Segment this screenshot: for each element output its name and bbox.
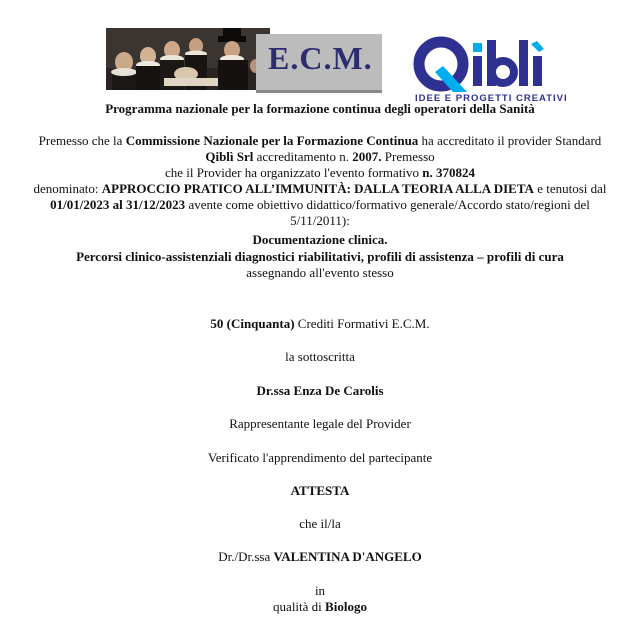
event-number: n. 370824 bbox=[422, 165, 476, 180]
credits-label: Crediti Formativi E.C.M. bbox=[294, 316, 430, 331]
verification-text: Verificato l'apprendimento del partecipante bbox=[207, 450, 433, 465]
premessa-text: Premesso bbox=[381, 149, 435, 164]
premessa-line-6: 5/11/2011): bbox=[290, 213, 350, 228]
participant-intro: che il/la bbox=[299, 516, 341, 531]
participant-name: VALENTINA D'ANGELO bbox=[273, 549, 422, 564]
qibli-tagline: IDEE E PROGETTI CREATIVI bbox=[415, 93, 568, 104]
ecm-logo-text: E.C.M. bbox=[268, 40, 373, 76]
premessa-text: denominato: bbox=[33, 181, 102, 196]
premessa-line-5 bbox=[0, 197, 640, 213]
participant-quality-line bbox=[0, 599, 640, 615]
premessa-text: e tenutosi dal bbox=[533, 181, 607, 196]
ecm-painting-icon bbox=[106, 28, 270, 90]
event-title: APPROCCIO PRATICO ALL’IMMUNITÀ: DALLA TEORIA ALLA DIETA bbox=[101, 181, 534, 196]
objective-detail: Percorsi clinico-assistenziali diagnostici riabilitativi, profili di assistenza – profili di cura bbox=[76, 249, 564, 264]
premessa-line-1 bbox=[0, 133, 640, 149]
premessa-line-3 bbox=[0, 165, 640, 181]
provider-name: Qiblì Srl bbox=[205, 149, 254, 164]
premessa-line-4 bbox=[0, 181, 640, 197]
premessa-text: accreditamento n. bbox=[253, 149, 353, 164]
credits-count: 50 (Cinquanta) bbox=[210, 316, 295, 331]
event-dates: 01/01/2023 al 31/12/2023 bbox=[50, 197, 186, 212]
attests-heading: ATTESTA bbox=[290, 483, 350, 498]
commission-name: Commissione Nazionale per la Formazione Continua bbox=[125, 133, 419, 148]
participant-prefix: Dr./Dr.ssa bbox=[218, 549, 274, 564]
participant-line bbox=[0, 549, 640, 565]
participant-in: in bbox=[314, 583, 326, 598]
premessa-text: avente come obiettivo didattico/formativo generale/Accordo stato/regioni del bbox=[185, 197, 590, 212]
qibli-logo-icon bbox=[413, 34, 555, 96]
qibli-logo bbox=[413, 32, 568, 104]
signatory-name: Dr.ssa Enza De Carolis bbox=[256, 383, 384, 398]
quality-prefix: qualità di bbox=[273, 599, 326, 614]
premessa-line-9: assegnando all'evento stesso bbox=[246, 265, 394, 280]
premessa-text: ha accreditato il provider Standard bbox=[418, 133, 602, 148]
premessa-line-2 bbox=[0, 149, 640, 165]
accreditation-number: 2007. bbox=[352, 149, 382, 164]
program-title: Programma nazionale per la formazione continua degli operatori della Sanità bbox=[105, 101, 535, 116]
signatory-intro: la sottoscritta bbox=[285, 349, 355, 364]
ecm-logo bbox=[106, 28, 382, 90]
participant-quality: Biologo bbox=[325, 599, 367, 614]
objective-title: Documentazione clinica. bbox=[252, 232, 388, 247]
signatory-role: Rappresentante legale del Provider bbox=[229, 416, 411, 431]
premessa-text: Premesso che la bbox=[38, 133, 126, 148]
credits-line bbox=[0, 316, 640, 332]
premessa-text: che il Provider ha organizzato l'evento formativo bbox=[164, 165, 423, 180]
